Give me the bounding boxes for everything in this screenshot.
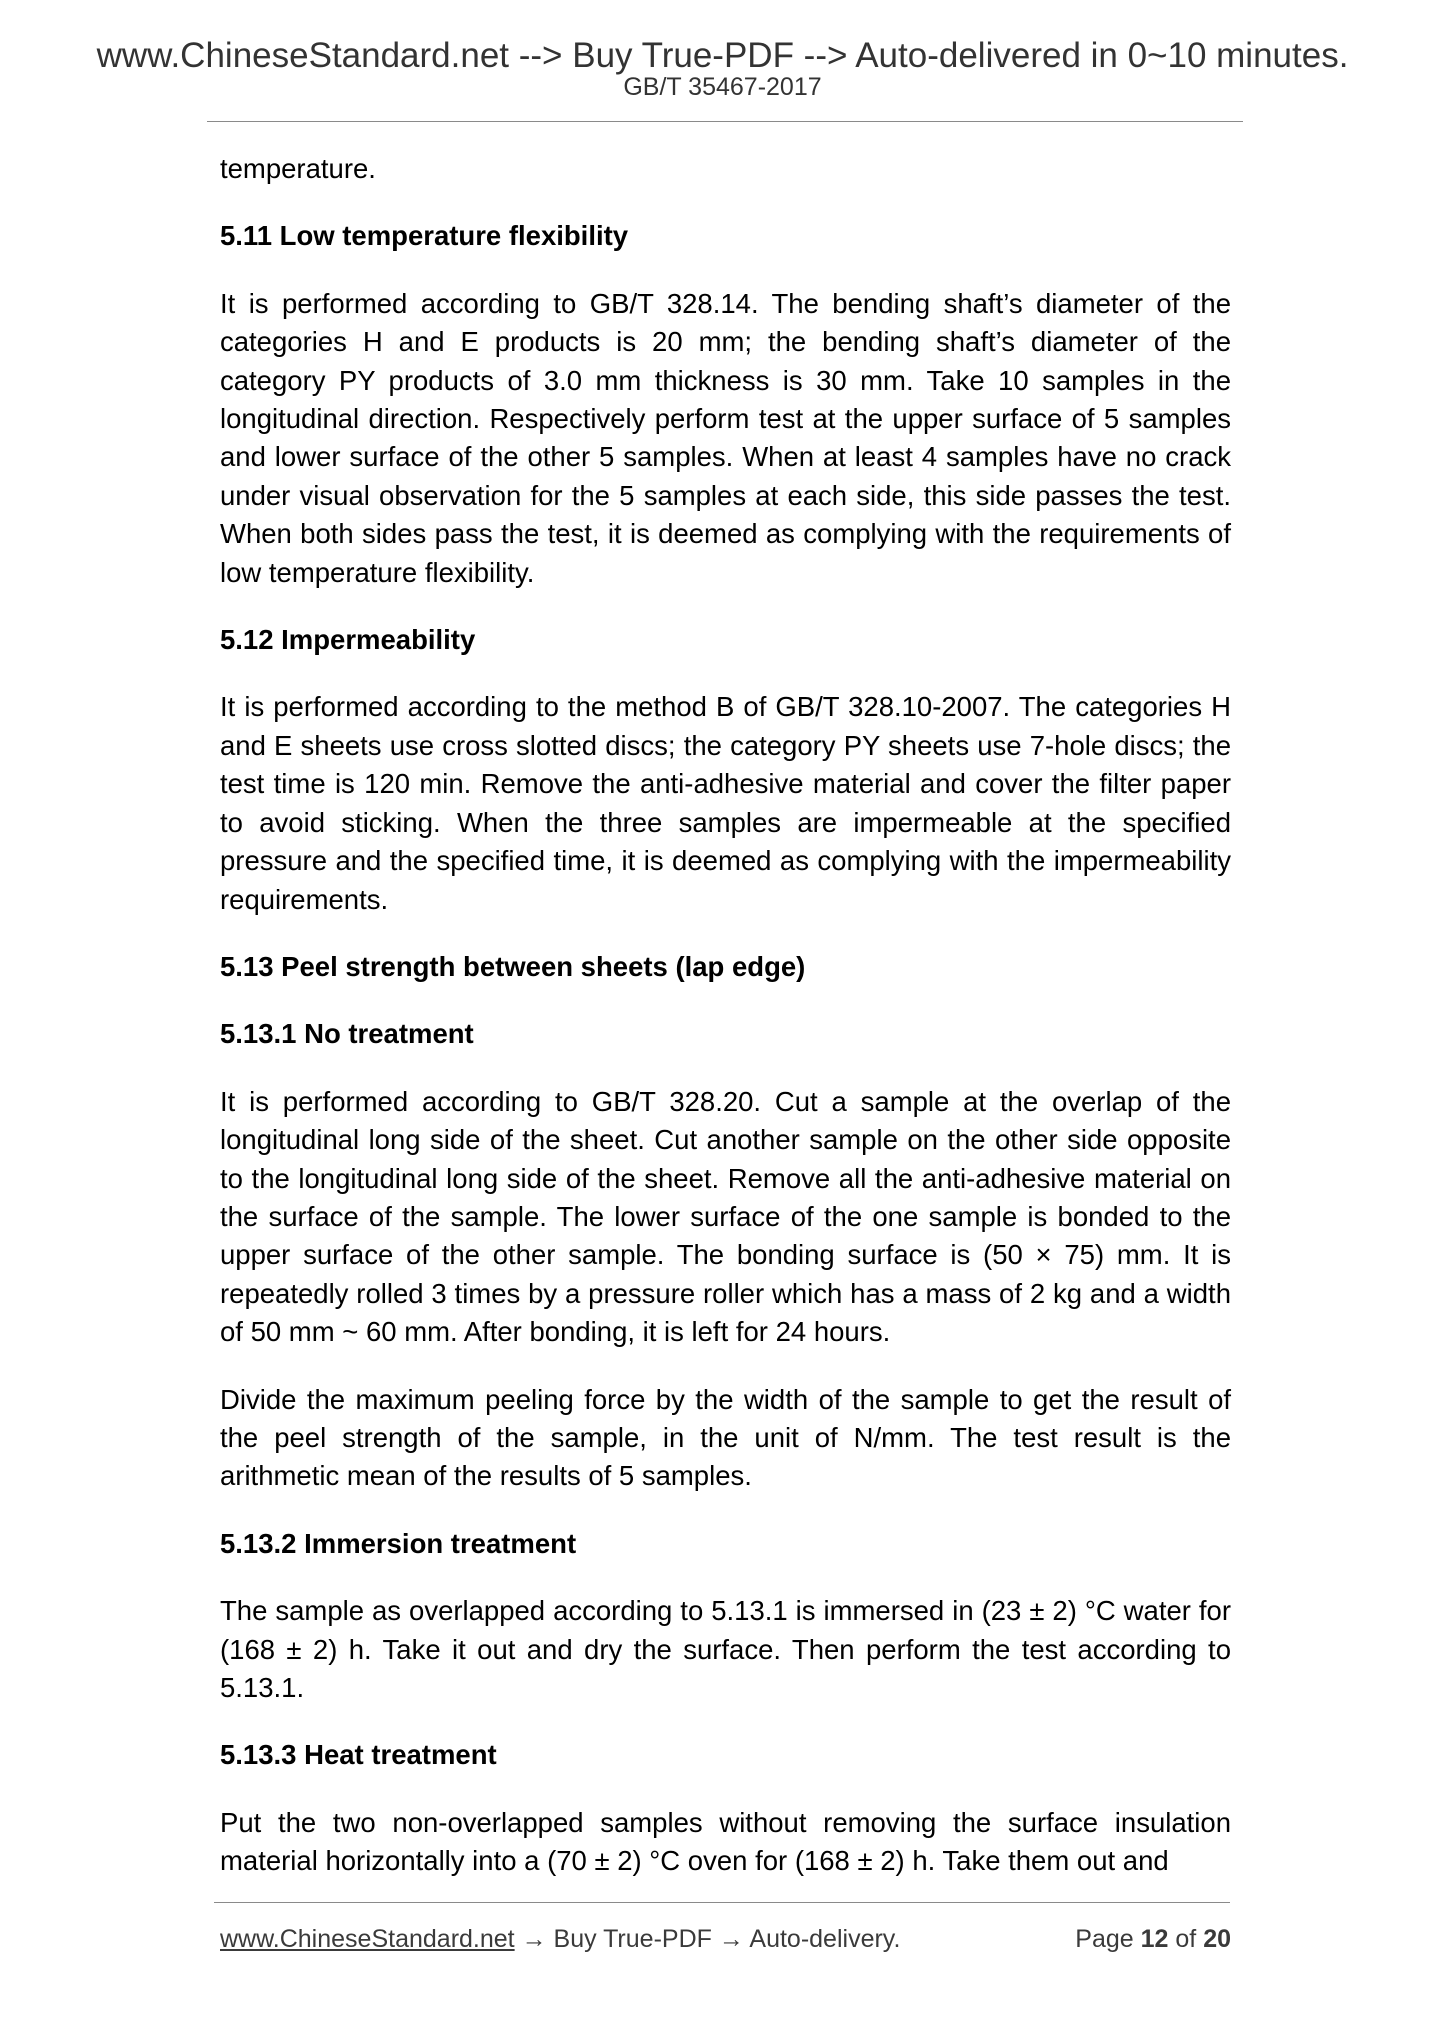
page-body <box>220 150 1231 1910</box>
footer-promo <box>220 1921 900 1957</box>
section-paragraph-5-13-1b: Divide the maximum peeling force by the width of the sample to get the result of the peel strength of the sample, in the unit of N/mm. The test result is the arithmetic mean of the results of 5 samples. <box>220 1383 1231 1492</box>
section-paragraph-5-13-2: The sample as overlapped according to 5.13.1 is immersed in (23 ± 2) °C water for (168 ± 2) h. Take it out and dry the surface. Then perform the test according to 5.13.1. <box>220 1595 1231 1703</box>
section-heading-5-13-3: 5.13.3 Heat treatment <box>220 1739 497 1771</box>
continuation-text: temperature. <box>220 153 376 184</box>
footer-site-link[interactable]: www.ChineseStandard.net <box>220 1925 515 1953</box>
footer-tagline: → Buy True-PDF → Auto-delivery. <box>514 1925 901 1953</box>
section-heading-5-11: 5.11 Low temperature flexibility <box>220 220 629 252</box>
page-indicator <box>1075 1921 1231 1957</box>
section-heading-5-13: 5.13 Peel strength between sheets (lap edge) <box>220 950 806 982</box>
page-label: Page <box>1075 1925 1141 1953</box>
section-paragraph-5-12: It is performed according to the method B of GB/T 328.10-2007. The categories H and E sheets use cross slotted discs; the category PY sheets use 7-hole discs; the test time is 120 min. Remove the anti-adhesive material and cover the filter paper to avoid sticking. When the three samples are impermeable at the specified pressure and the specified time, it is deemed as complying with the impermeability requirements. <box>220 691 1231 915</box>
header-banner: www.ChineseStandard.net --> Buy True-PDF --> Auto-delivered in 0~10 minutes. <box>96 36 1349 75</box>
document-code: GB/T 35467-2017 <box>623 73 822 101</box>
footer-divider <box>214 1902 1230 1903</box>
section-heading-5-13-2: 5.13.2 Immersion treatment <box>220 1527 577 1559</box>
page-total: 20 <box>1203 1925 1231 1953</box>
page-of-label: of <box>1168 1925 1204 1953</box>
section-heading-5-13-1: 5.13.1 No treatment <box>220 1018 474 1050</box>
header-divider <box>207 121 1243 122</box>
section-paragraph-5-13-1a: It is performed according to GB/T 328.20. Cut a sample at the overlap of the longitudinal long side of the sheet. Cut another sample on the other side opposite to the longitudinal long side of the sheet. Remove all the anti-adhesive material on the surface of the sample. The lower surface of the one sample is bonded to the upper surface of the other sample. The bonding surface is (50 × 75) mm. It is repeatedly rolled 3 times by a pressure roller which has a mass of 2 kg and a width of 50 mm ~ 60 mm. After bonding, it is left for 24 hours. <box>220 1085 1231 1348</box>
section-heading-5-12: 5.12 Impermeability <box>220 624 476 656</box>
section-paragraph-5-13-3: Put the two non-overlapped samples without removing the surface insulation material horizontally into a (70 ± 2) °C oven for (168 ± 2) h. Take them out and <box>220 1806 1231 1877</box>
page-current: 12 <box>1140 1925 1169 1953</box>
page-footer <box>220 1921 1231 1957</box>
section-paragraph-5-11: It is performed according to GB/T 328.14. The bending shaft’s diameter of the categories H and E products is 20 mm; the bending shaft’s diameter of the category PY products of 3.0 mm thickness is 30 mm. Take 10 samples in the longitudinal direction. Respectively perform test at the upper surface of 5 samples and lower surface of the other 5 samples. When at least 4 samples have no crack under visual observation for the 5 samples at each side, this side passes the test. When both sides pass the test, it is deemed as complying with the requirements of low temperature flexibility. <box>220 287 1231 588</box>
